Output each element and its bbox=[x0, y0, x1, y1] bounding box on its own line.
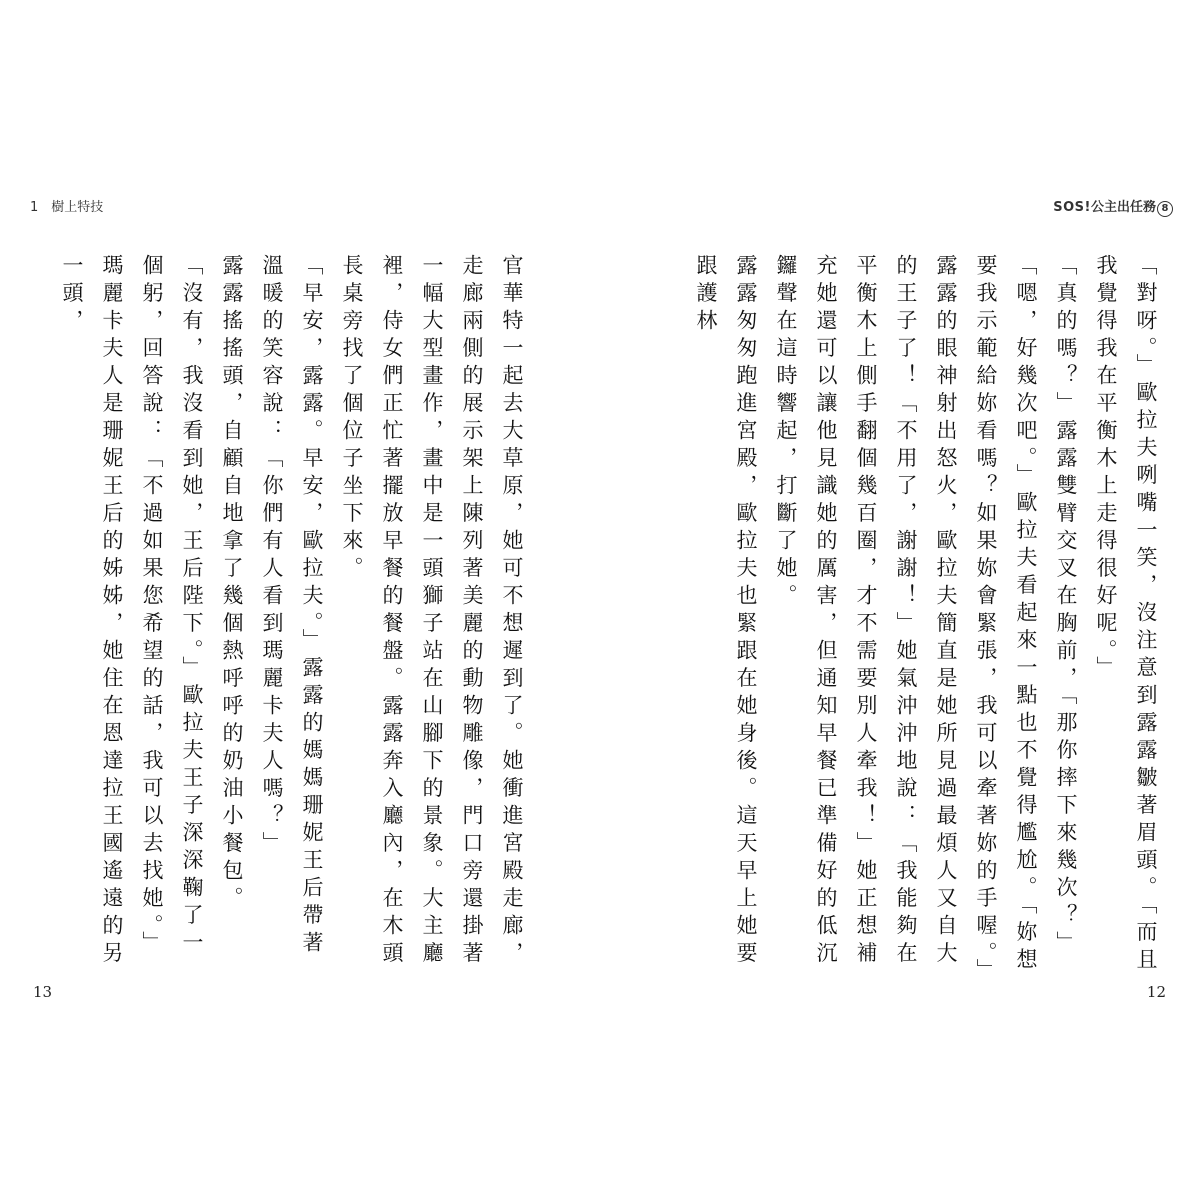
paragraph: 瑪麗卡夫人是珊妮王后的姊姊，她住在恩達拉王國遙遠的另一頭， bbox=[60, 254, 124, 969]
volume-number-badge: 8 bbox=[1157, 201, 1173, 217]
paragraph: 「嗯，好幾次吧。」歐拉夫看起來一點也不覺得尷尬。「妳想要我示範給妳看嗎？如果妳會緊張，我可以牽著妳的手喔。」 bbox=[974, 254, 1038, 986]
book-title-running-head bbox=[1053, 196, 1173, 217]
paragraph: 「真的嗎？」露露雙臂交叉在胸前，「那你摔下來幾次？」 bbox=[1054, 254, 1078, 959]
paragraph: 露露搖搖頭，自顧自地拿了幾個熱呼呼的奶油小餐包。 bbox=[220, 254, 244, 914]
chapter-running-head: 1 樹上特技 bbox=[30, 200, 104, 215]
paragraph: 「早安，露露。早安，歐拉夫。」露露的媽媽珊妮王后帶著溫暖的笑容說：「你們有人看到瑪麗卡夫人嗎？」 bbox=[260, 254, 324, 959]
paragraph: 官華特一起去大草原，她可不想遲到了。她衝進宮殿走廊，走廊兩側的展示架上陳列著美麗的動物雕像，門口旁還掛著一幅大型畫作，畫中是一頭獅子站在山腳下的景象。大主廳裡，侍女們正忙著擺放早餐的餐盤。露露奔入廳內，在木頭長桌旁找了個位子坐下來。 bbox=[340, 254, 524, 969]
series-title: 公主出任務 bbox=[1090, 200, 1156, 215]
paragraph: 露露的眼神射出怒火，歐拉夫簡直是她所見過最煩人又自大的王子了！「不用了，謝謝！」她氣沖沖地說：「我能夠在平衡木上側手翻個幾百圈，才不需要別人牽我！」她正想補充她還可以讓他見識她的厲害，但通知早餐已準備好的低沉鑼聲在這時響起，打斷了她。 bbox=[774, 254, 958, 969]
page-number: 12 bbox=[1146, 983, 1166, 1001]
paragraph: 露露匆匆跑進宮殿，歐拉夫也緊跟在她身後。這天早上她要跟護林 bbox=[694, 254, 758, 969]
right-page bbox=[600, 0, 1200, 1200]
paragraph: 「對呀。」歐拉夫咧嘴一笑，沒注意到露露皺著眉頭。「而且我覺得我在平衡木上走得很好呢。」 bbox=[1094, 254, 1158, 976]
page-number: 13 bbox=[33, 983, 53, 1001]
left-page-text bbox=[60, 254, 532, 984]
paragraph: 「沒有，我沒看到她，王后陛下。」歐拉夫王子深深鞠了一個躬，回答說：「不過如果您希望的話，我可以去找她。」 bbox=[140, 254, 204, 959]
right-page-text bbox=[694, 254, 1166, 986]
series-logo-sos: SOS! bbox=[1053, 200, 1091, 215]
